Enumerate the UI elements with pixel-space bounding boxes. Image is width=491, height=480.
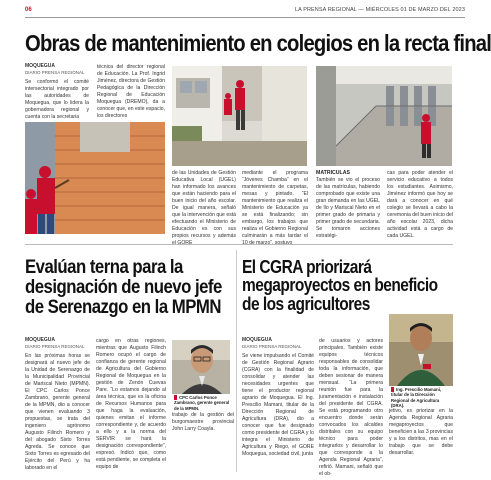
story3-caption	[389, 386, 453, 409]
story3-col2: de usuarios y actores principales. También existe equipos técnicos responsables de consolidar toda la información, que deben sesionar de manera mensual. “La primera reunión fue para la juramentación e instalación del presidente del CGRA. Se está programando otro encuentro donde serán convocados los alcaldes distritales con su equipo técnico para poder integrarlos y desarrollar lo que corresponde a la Agenda Regional Agraria”, refirió. Mamani, señaló que el ob-	[319, 338, 383, 478]
page-header	[25, 7, 465, 17]
photo-school-building	[172, 66, 307, 166]
story2-caption	[172, 394, 232, 412]
photo-school-corridor-image	[316, 66, 452, 166]
story1-col1: Se conformó el comité intersectorial integrado por las autoridades de Moquegua, que lo lidera la gobernadora regional y cuenta con la secretaria	[25, 78, 89, 120]
story1-byline-source: DIARIO PRENSA REGIONAL	[25, 69, 85, 75]
story1-col1-block	[25, 64, 89, 124]
story2-headline: Evalúan terna para la designación de nuevo jefe de Serenazgo en la MPMN	[25, 256, 222, 318]
story2-byline	[25, 338, 90, 349]
story3-byline-place: MOQUEGUA	[242, 337, 272, 343]
photo-students-painting-image	[25, 122, 165, 234]
photo-carlos-ponce-image	[172, 340, 230, 394]
section-divider	[25, 244, 453, 245]
story3-col3: jetivo, es priorizar en la Agenda Regional Agraria megaproyectos que beneficien a las 3 provincias y a los distritos, mas en el trabajo que se debe desarrollar.	[389, 408, 453, 457]
photo-school-corridor	[316, 66, 452, 166]
story3-caption-text: Ing. Prescilio Mamani, titular de la Dirección Regional de Agricultura (DRA).	[391, 387, 442, 409]
story1-col5: También se vio el proceso de las matrículas, habiendo comprobado que existe una gran demanda en las UGEL de Ilo y Mariscal Nieto en el primer grado de primaria y primer grado de secundaria. Se tomaron acciones estratégi-	[316, 177, 380, 240]
story2-byline-source: DIARIO PRENSA REGIONAL	[25, 343, 85, 349]
photo-students-painting	[25, 122, 165, 234]
story3-byline-source: DIARIO PRENSA REGIONAL	[242, 343, 302, 349]
dateline: LA PRENSA REGIONAL — MIÉRCOLES 01 DE MARZO DEL 2023	[294, 7, 465, 13]
story3-headline: El CGRA priorizará megaproyectos en beneficio de los agricultores	[242, 257, 438, 314]
photo-prescilio-mamani-image	[389, 314, 453, 386]
story2-caption-text: CPC Carlos Ponce Zambrano, gerente general de la MPMN.	[174, 395, 230, 411]
story1-col6: cas para poder atender el servicio educativo a todos los estudiantes. Asimismo, Jiménez informó que hoy se dará a conocer en qué colegio se llevará a cabo la ceremonia del buen inicio del año escolar 2023, dicha actividad está a cargo de cada UGEL.	[387, 170, 453, 240]
story2-byline-place: MOQUEGUA	[25, 337, 55, 343]
story3-byline	[242, 338, 314, 349]
story3-col1-block	[242, 338, 314, 470]
photo-prescilio-mamani	[389, 314, 453, 386]
story1-subhead: MATRICULAS	[316, 170, 350, 176]
photo-school-building-image	[172, 66, 307, 166]
header-rule	[25, 17, 465, 18]
story1-col5-block	[316, 170, 380, 240]
story2-col2: cargo en otras regiones, mientras que Augusto Filinch Romero ocupó el cargo de confianza de gerente regional de Agricultura del Gobierno Regional de Moquegua en la gestión de Zenón Cuevas Pare. “Lo estamos dejando al área técnica, que es la oficina de Recursos Humanos para que haga la evaluación, quienes emitan el informe correspondiente y, de acuerdo a ello y a la norma del SERVIR se hará la designación correspondiente”, expresó. Indicó que, como está pendiente, se completa el equipo de	[96, 338, 166, 471]
page-number: 06	[25, 7, 32, 13]
story2-col3: trabajo de la gestión del burgomaestre provincial John Larry Coayla.	[172, 412, 234, 433]
story1-col2: técnica del director regional de Educación. La Prof. Ingrid Jiménez, directora de Gestión Pedagógica de la Dirección Regional de Educación Moquegua (DREMO), da a conocer que, en este espacio, los directores	[97, 64, 165, 120]
story3-col1: Se viene impulsando el Comité de Gestión Regional Agrario (CGRA) con la finalidad de consolidar y atender las necesidades urgentes que tiene el productor regional agrario de Moquegua. El Ing. Prescilio Mamani, titular de la Dirección Regional de Agricultura (DRA), dio a conocer que fue designado como presidente del CGRA y lo integra el Ministerio de Agricultura y Riego, el GORE Moquegua, sociedad civil, junta	[242, 352, 314, 458]
story2-col1: En las próximas horas se designará al nuevo jefe de la Unidad de Serenazgo de la Municipalidad Provincial de Mariscal Nieto (MPMN). El CPC Carlos Ponce Zambrano, gerente general de la MPMN, dio a conocer que vienen evaluando 3 propuestas, se trata del ingeniero agrónomo Augusto Filinch Romero y del abogado Sixto Torres Agreda. Se conoce que Sixto Torres es egresado del Ejército del Perú y ha laborado en el	[25, 352, 90, 472]
story2-col1-block	[25, 338, 90, 470]
story1-byline	[25, 64, 89, 75]
story1-col3: de las Unidades de Gestión Educativa Local (UGEL) han informado los avances que están haciendo para el buen inicio del año escolar. De igual manera, señaló que la intervención que está efectuando el Ministerio de Educación es con sus propios recursos y además	[172, 170, 236, 240]
story1-col4: mediante el programa “Jóvenes Chamba” en el mantenimiento de carpetas, mesas y pintado. “El mantenimiento que realiza el Ministerio de Educación ya se está finalizando; sin embargo, los trabajos que realiza el Gobierno Regional culminarán a más tardar el	[242, 170, 308, 240]
story1-headline: Obras de mantenimiento en colegios en la recta final	[25, 30, 491, 56]
column-divider	[236, 250, 237, 472]
photo-carlos-ponce	[172, 340, 230, 394]
story1-byline-place: MOQUEGUA	[25, 63, 55, 69]
